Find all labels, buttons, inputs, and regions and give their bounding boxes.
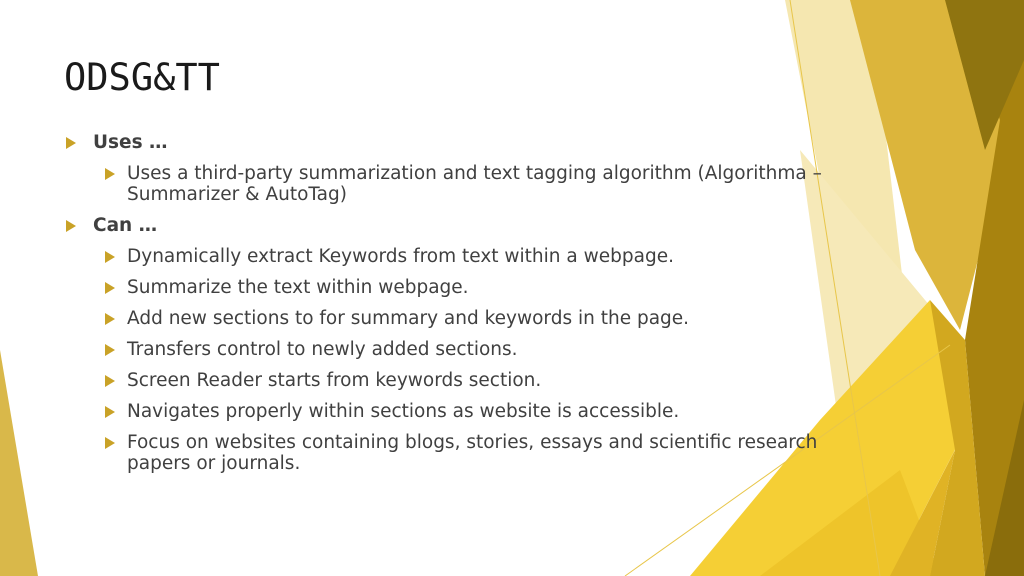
bullet-arrow-icon <box>105 313 115 325</box>
bullet-list <box>64 132 834 474</box>
sub-bullet-text: Uses a third-party summarization and text tagging algorithm (Algorithma – Summarizer & AutoTag) <box>127 163 822 205</box>
bullet-arrow-icon <box>105 437 115 449</box>
sub-bullet-text: Navigates properly within sections as website is accessible. <box>127 401 680 422</box>
bullet-arrow-icon <box>105 282 115 294</box>
sub-bullet-text: Add new sections to for summary and keywords in the page. <box>127 308 690 329</box>
sub-bullet <box>64 246 834 267</box>
bullet-arrow-icon <box>66 220 76 232</box>
sub-bullet <box>64 401 834 422</box>
sub-bullet <box>64 370 834 391</box>
bullet-can <box>64 215 834 236</box>
left-edge-shape <box>0 350 38 576</box>
sub-bullet <box>64 432 834 474</box>
sub-bullet <box>64 163 834 205</box>
sub-bullet-text: Dynamically extract Keywords from text within a webpage. <box>127 246 674 267</box>
sub-bullet <box>64 277 834 298</box>
slide-title: ODSG&TT <box>64 56 220 99</box>
bullet-arrow-icon <box>105 344 115 356</box>
sub-bullet-text: Focus on websites containing blogs, stories, essays and scientific research papers or journals. <box>127 432 818 474</box>
bullet-heading: Can … <box>93 215 158 236</box>
sub-bullet <box>64 308 834 329</box>
sub-bullet-text: Transfers control to newly added sections. <box>127 339 518 360</box>
sub-bullet-text: Summarize the text within webpage. <box>127 277 469 298</box>
bullet-arrow-icon <box>105 251 115 263</box>
bullet-arrow-icon <box>105 406 115 418</box>
sub-bullet-text: Screen Reader starts from keywords section. <box>127 370 542 391</box>
bullet-arrow-icon <box>105 375 115 387</box>
bullet-arrow-icon <box>66 137 76 149</box>
bullet-heading: Uses … <box>93 132 168 153</box>
sub-bullet <box>64 339 834 360</box>
bullet-uses <box>64 132 834 153</box>
bullet-arrow-icon <box>105 168 115 180</box>
